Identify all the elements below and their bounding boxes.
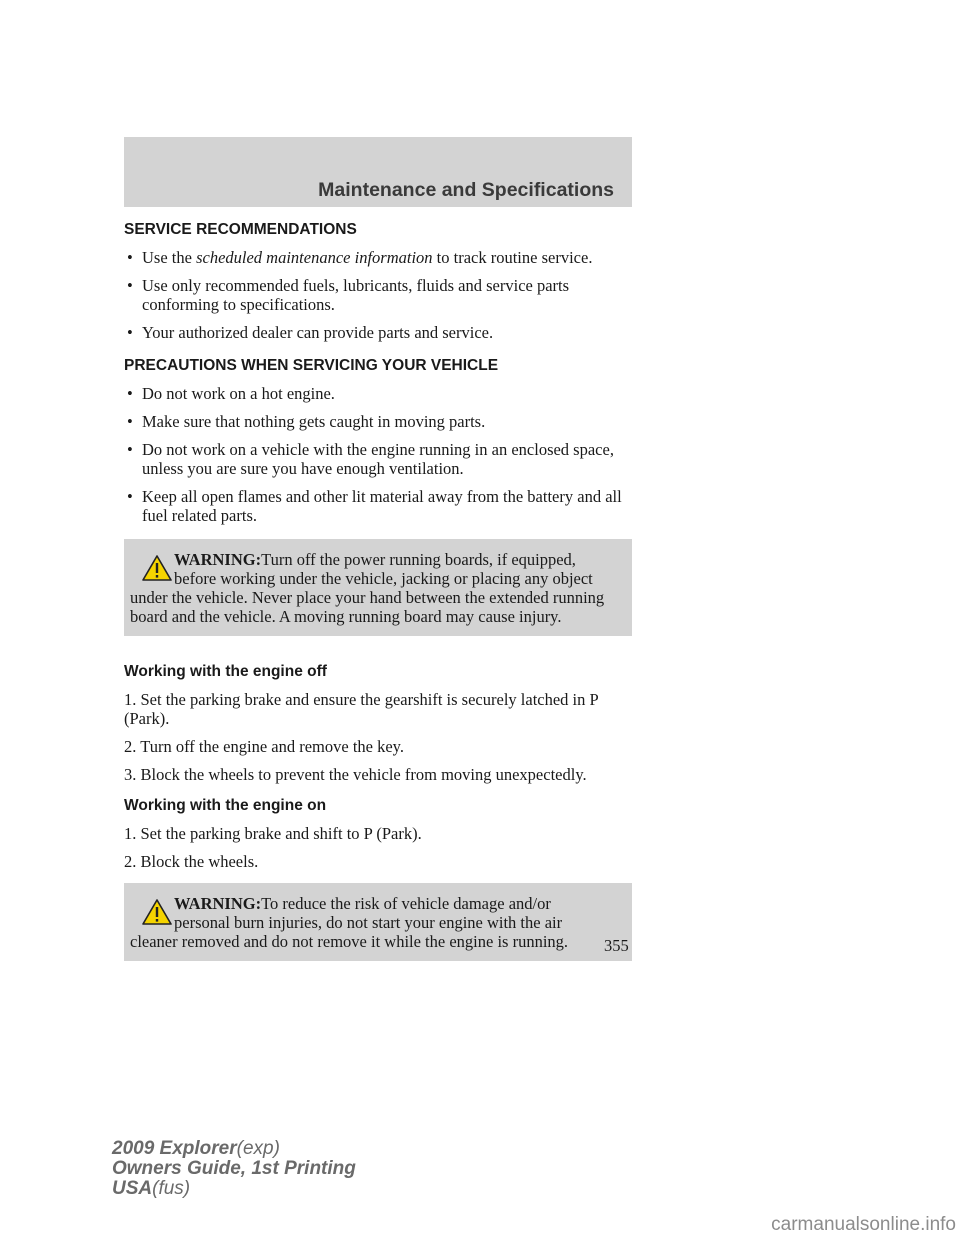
section-title: Maintenance and Specifications [318, 179, 614, 201]
warning-box-burn [124, 883, 632, 961]
service-list [124, 248, 644, 342]
footer-printing: Owners Guide, 1st Printing [112, 1158, 356, 1179]
warning-line: before working under the vehicle, jacking or placing any object [174, 569, 593, 588]
watermark: carmanualsonline.info [771, 1214, 956, 1235]
bullet-dot: • [127, 248, 133, 267]
list-item-text: Your authorized dealer can provide parts and service. [142, 323, 494, 342]
warning-triangle-icon [142, 899, 172, 925]
page-content [124, 220, 644, 961]
engine-off-heading: Working with the engine off [124, 663, 327, 680]
footer-model-code: (exp) [236, 1138, 280, 1159]
page-number: 355 [604, 936, 629, 955]
step-text: 1. Set the parking brake and shift to P (Park). [124, 824, 422, 843]
warning-triangle-icon [142, 555, 172, 581]
bullet-dot: • [127, 276, 133, 295]
warning-label: WARNING: [174, 550, 262, 569]
warning-label: WARNING: [174, 894, 262, 913]
warning-line: cleaner removed and do not remove it while the engine is running. [130, 932, 569, 951]
list-item [124, 323, 644, 342]
warning-text [130, 894, 626, 951]
list-item-text: Use only recommended fuels, lubricants, fluids and service parts conforming to specifications. [142, 276, 570, 314]
engine-on-heading: Working with the engine on [124, 797, 327, 814]
list-item-emphasis: scheduled maintenance information [196, 248, 433, 267]
warning-line: Turn off the power running boards, if equipped, [261, 550, 576, 569]
print-footer [112, 1139, 356, 1199]
list-item-text: Make sure that nothing gets caught in moving parts. [142, 412, 486, 431]
list-item-text: to track routine service. [432, 248, 593, 267]
bullet-dot: • [127, 412, 133, 431]
section-header-band [124, 137, 632, 207]
bullet-dot: • [127, 323, 133, 342]
step-text: 2. Turn off the engine and remove the key. [124, 737, 404, 756]
precautions-list [124, 384, 644, 525]
warning-line: under the vehicle. Never place your hand between the extended running board and the vehicle. A moving running board may cause injury. [130, 588, 605, 626]
list-item [124, 412, 644, 431]
list-item [124, 276, 644, 314]
list-item-text: Do not work on a hot engine. [142, 384, 335, 403]
list-item [124, 248, 644, 267]
service-heading: SERVICE RECOMMENDATIONS [124, 221, 357, 238]
list-item [124, 487, 644, 525]
footer-model: 2009 Explorer [112, 1138, 237, 1159]
step-text: 2. Block the wheels. [124, 852, 259, 871]
bullet-dot: • [127, 440, 133, 459]
list-item [124, 384, 644, 403]
list-item [124, 440, 644, 478]
step-text: 3. Block the wheels to prevent the vehicle from moving unexpectedly. [124, 765, 587, 784]
list-item-text: Do not work on a vehicle with the engine running in an enclosed space, unless you are sure you have enough ventilation. [142, 440, 614, 478]
list-item-text: Use the [142, 248, 197, 267]
bullet-dot: • [127, 487, 133, 506]
list-item-text: Keep all open flames and other lit material away from the battery and all fuel related parts. [142, 487, 622, 525]
bullet-dot: • [127, 384, 133, 403]
footer-market: USA [112, 1178, 153, 1199]
warning-box-running-boards [124, 539, 632, 636]
step-text: 1. Set the parking brake and ensure the gearshift is securely latched in P (Park). [124, 690, 599, 728]
warning-text [130, 550, 626, 626]
precautions-heading: PRECAUTIONS WHEN SERVICING YOUR VEHICLE [124, 357, 499, 374]
footer-market-code: (fus) [152, 1178, 191, 1199]
warning-line: To reduce the risk of vehicle damage and/or [261, 894, 551, 913]
warning-line: personal burn injuries, do not start your engine with the air [174, 913, 563, 932]
